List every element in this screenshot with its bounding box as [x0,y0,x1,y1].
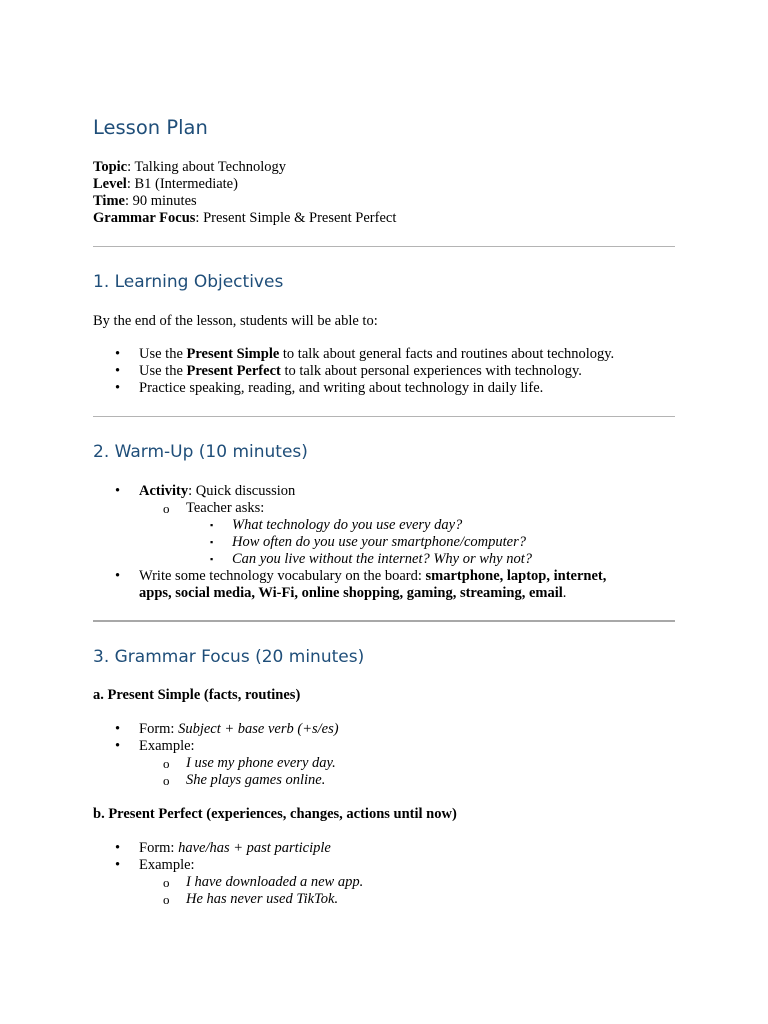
meta-level-label: Level [93,176,127,192]
meta-topic-value: : Talking about Technology [127,159,287,175]
list-item [93,483,675,500]
list-item [93,568,675,602]
page-title: Lesson Plan [93,116,208,139]
list-item [93,517,675,534]
vocab-intro: Write some technology vocabulary on the board: [139,568,426,584]
bullet-icon: • [115,346,121,362]
question-text: How often do you use your smartphone/computer? [232,534,526,550]
list-item [93,346,675,363]
item-text: Practice speaking, reading, and writing about technology in daily life. [139,380,544,396]
bullet-icon: • [115,483,121,499]
square-bullet-icon: ▪ [210,537,214,547]
question-text: Can you live without the internet? Why or why not? [232,551,533,567]
lesson-meta [93,159,396,227]
question-text: What technology do you use every day? [232,517,463,533]
meta-topic-label: Topic [93,159,128,175]
divider [93,246,675,247]
meta-grammar-value: : Present Simple & Present Perfect [195,210,397,226]
meta-time-value: : 90 minutes [124,193,197,209]
bullet-icon: o [163,501,170,516]
section-grammar [93,646,675,908]
form-label: Form: [139,840,179,856]
activity-label: Activity [139,483,189,499]
meta-level [93,176,396,193]
list-item [93,874,675,891]
example-text: I use my phone every day. [186,755,336,771]
vocab-words: smartphone, laptop, internet, [425,568,607,584]
subheading-present-perfect: b. Present Perfect (experiences, changes, actions until now) [93,806,457,822]
meta-level-value: : B1 (Intermediate) [126,176,238,192]
divider [93,416,675,417]
bullet-icon: • [115,738,121,754]
section-heading: 2. Warm-Up (10 minutes) [93,442,308,462]
form-value: Subject + base verb (+s/es) [178,721,339,737]
form-value: have/has + past participle [178,840,331,856]
bullet-icon: • [115,380,121,396]
meta-time [93,193,396,210]
meta-time-label: Time [93,193,125,209]
example-label: Example: [139,857,195,873]
activity-value: : Quick discussion [188,483,296,499]
present-simple-list [93,721,675,789]
bullet-icon: • [115,840,121,856]
section-heading: 3. Grammar Focus (20 minutes) [93,647,365,667]
list-item [93,534,675,551]
bullet-icon: • [115,721,121,737]
section-heading: 1. Learning Objectives [93,272,284,292]
list-item [93,738,675,755]
section-warmup [93,441,675,602]
item-text: to talk about personal experiences with technology. [280,363,582,379]
example-label: Example: [139,738,195,754]
bullet-icon: o [163,875,170,890]
list-item [93,891,675,908]
square-bullet-icon: ▪ [210,554,214,564]
objectives-intro: By the end of the lesson, students will be able to: [93,313,378,329]
list-item [93,721,675,738]
list-item [93,551,675,568]
meta-grammar-label: Grammar Focus [93,210,196,226]
meta-grammar-focus [93,210,396,227]
item-text: Use the [139,363,187,379]
warmup-list [93,483,675,602]
vocab-words: apps, social media, Wi-Fi, online shopping, gaming, streaming, email [139,585,563,601]
list-item [93,840,675,857]
list-item [93,500,675,517]
example-text: He has never used TikTok. [186,891,339,907]
list-item [93,380,675,397]
divider [93,620,675,622]
square-bullet-icon: ▪ [210,520,214,530]
bullet-icon: o [163,892,170,907]
bullet-icon: o [163,756,170,771]
present-perfect-list [93,840,675,908]
item-bold: Present Simple [186,346,280,362]
vocab-end: . [562,585,567,601]
list-item [93,363,675,380]
teacher-asks: Teacher asks: [186,500,265,516]
example-text: She plays games online. [186,772,326,788]
meta-topic [93,159,396,176]
list-item [93,857,675,874]
bullet-icon: • [115,363,121,379]
bullet-icon: o [163,773,170,788]
bullet-icon: • [115,857,121,873]
item-text: Use the [139,346,187,362]
example-text: I have downloaded a new app. [186,874,364,890]
list-item [93,772,675,789]
form-label: Form: [139,721,179,737]
list-item [93,755,675,772]
item-bold: Present Perfect [186,363,281,379]
section-objectives [93,271,675,397]
bullet-icon: • [115,568,121,584]
item-text: to talk about general facts and routines about technology. [279,346,615,362]
subheading-present-simple: a. Present Simple (facts, routines) [93,687,301,703]
objectives-list [93,346,675,397]
